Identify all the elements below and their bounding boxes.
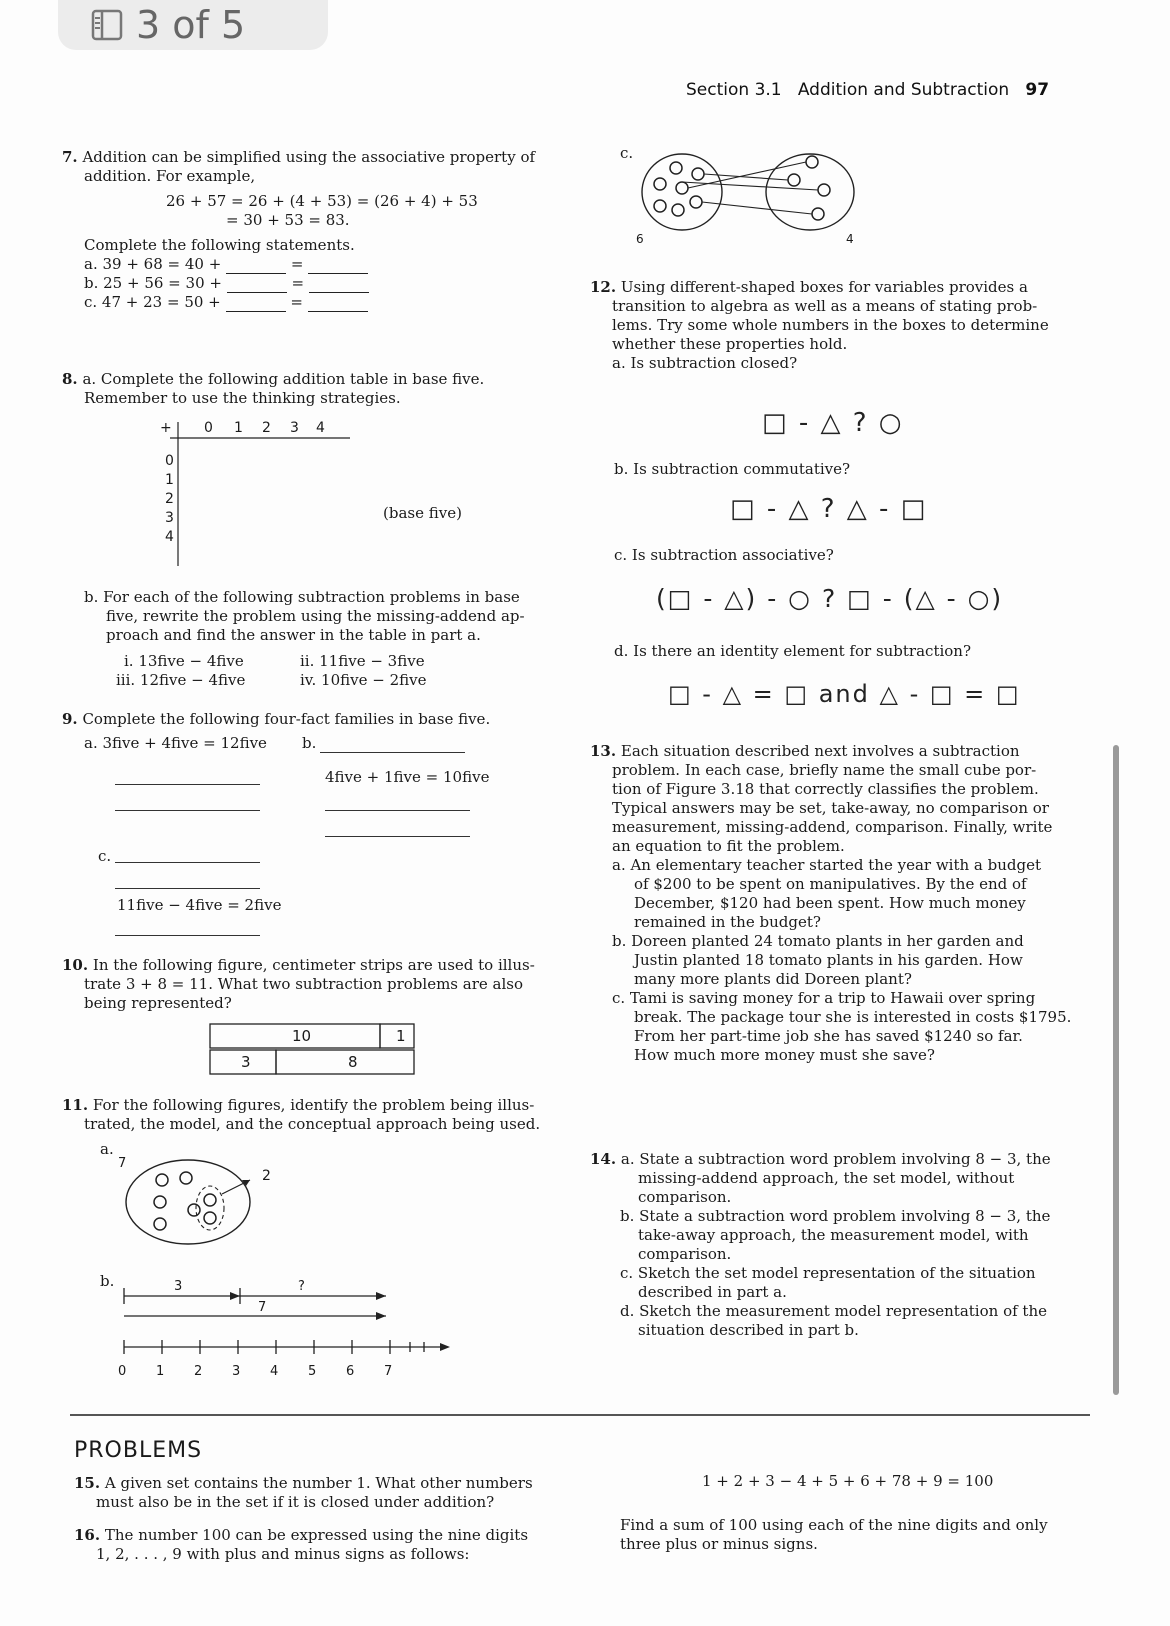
- q11c-label-4: 4: [846, 232, 854, 246]
- q11b-measurement-model: [110, 1272, 460, 1372]
- example-equation: 26 + 57 = 26 + (4 + 53) = (26 + 4) + 53: [166, 192, 478, 210]
- question-10: 10. In the following figure, centimeter strips are used to illus- trate 3 + 8 = 11. What two subtraction problems are also being represented?: [62, 956, 535, 1012]
- table-header-cell: 0: [204, 420, 213, 436]
- q11a-label-7: 7: [118, 1156, 127, 1171]
- tick-label: 4: [270, 1364, 279, 1379]
- running-header: [686, 80, 1049, 100]
- q8-item-iii: iii. 12five − 4five: [116, 671, 246, 689]
- q11a-label-2: 2: [262, 1168, 271, 1184]
- q13-part-a: a. An elementary teacher started the year with a budget: [612, 856, 1042, 874]
- table-header-cell: 3: [290, 420, 299, 436]
- page-icon: [90, 8, 124, 42]
- q11-part-a-label: a.: [100, 1140, 114, 1158]
- tick-label: 5: [308, 1364, 317, 1379]
- tick-label: 0: [118, 1364, 127, 1379]
- question-11: 11. For the following figures, identify the problem being illus- trated, the model, and the conceptual approach being used.: [62, 1096, 541, 1133]
- q14-part-d: d. Sketch the measurement model representation of the: [620, 1302, 1047, 1320]
- example-equation: = 30 + 53 = 83.: [226, 211, 350, 229]
- q11b-label-question: ?: [298, 1279, 305, 1294]
- strip-label-8: 8: [348, 1053, 358, 1071]
- q8-item-i: i. 13five − 4five: [124, 652, 244, 670]
- tick-label: 7: [384, 1364, 393, 1379]
- q13-part-c: c. Tami is saving money for a trip to Hawaii over spring: [612, 989, 1036, 1007]
- problem-16-equation: 1 + 2 + 3 − 4 + 5 + 6 + 78 + 9 = 100: [702, 1472, 994, 1490]
- instruction: Complete the following statements.: [84, 236, 355, 254]
- q12d-expression: □ - △ = □ and △ - □ = □: [668, 680, 1021, 708]
- q12b-expression: □ - △ ? △ - □: [730, 494, 928, 524]
- q11-part-b-label: b.: [100, 1272, 115, 1290]
- part-a-text: a. Complete the following addition table in base five.: [82, 370, 485, 388]
- q13-part-b: b. Doreen planted 24 tomato plants in her garden and: [612, 932, 1024, 950]
- q14-part-c: c. Sketch the set model representation of the situation: [620, 1264, 1036, 1282]
- table-row-labels: [165, 452, 174, 547]
- table-header-cell: +: [160, 420, 172, 436]
- centimeter-strips: [208, 1022, 418, 1078]
- problems-heading: PROBLEMS: [74, 1438, 203, 1463]
- table-header-cell: 1: [234, 420, 243, 436]
- q12a-expression: □ - △ ? ○: [762, 408, 904, 438]
- table-row-label: 1: [165, 472, 174, 488]
- q9-part-c: c.: [98, 847, 112, 865]
- tick-label: 3: [232, 1364, 241, 1379]
- strip-label-10: 10: [292, 1027, 312, 1045]
- q9-part-b-eq: 4five + 1five = 10five: [325, 768, 490, 786]
- table-row-label: 2: [165, 491, 174, 507]
- question-7: [62, 148, 562, 312]
- q14-part-b: b. State a subtraction word problem involving 8 − 3, the: [620, 1207, 1051, 1225]
- question-text: Addition can be simplified using the associative property of: [82, 148, 536, 166]
- q11c-set-model: [630, 142, 870, 242]
- vertical-scrollbar[interactable]: [1113, 745, 1119, 1395]
- section-number: Section 3.1: [686, 80, 782, 100]
- tick-label: 6: [346, 1364, 355, 1379]
- part-a-text: Remember to use the thinking strategies.: [84, 389, 401, 407]
- question-8b: b. For each of the following subtraction problems in base five, rewrite the problem using the missing-addend ap- proach and find the answer in the table in part a.: [84, 588, 525, 644]
- strip-label-1: 1: [396, 1027, 406, 1045]
- q12c-expression: (□ - △) - ○ ? □ - (△ - ○): [656, 584, 1004, 613]
- q9-part-a: a. 3five + 4five = 12five: [84, 734, 267, 752]
- question-14: 14. a. State a subtraction word problem involving 8 − 3, the missing-addend approach, the set model, without comparison. b. State a subtraction word problem involving 8 − 3, the take-away approach, the measurement model, with comparison. c. Sketch the set model representation of the situation described in part a. d. Sketch the measurement model representation of the situation described in part b.: [590, 1150, 1080, 1340]
- part-a: a. 39 + 68 = 40 + =: [62, 255, 562, 274]
- table-row-label: 0: [165, 453, 174, 469]
- q11b-label-7: 7: [258, 1300, 267, 1315]
- page-indicator-badge[interactable]: [58, 0, 328, 50]
- part-b: b. 25 + 56 = 30 + =: [62, 274, 562, 293]
- problem-15: 15. A given set contains the number 1. What other numbers must also be in the set if it is closed under addition?: [74, 1474, 533, 1511]
- q12-part-d: d. Is there an identity element for subtraction?: [614, 642, 972, 660]
- q8-item-iv: iv. 10five − 2five: [300, 671, 427, 689]
- q11-part-c-label: c.: [620, 144, 634, 162]
- problem-16: 16. The number 100 can be expressed using the nine digits 1, 2, . . . , 9 with plus and minus signs as follows:: [74, 1526, 529, 1563]
- table-header-cell: 4: [316, 420, 325, 436]
- page-number: 97: [1025, 80, 1050, 100]
- section-title: Addition and Subtraction: [797, 80, 1010, 100]
- part-c: c. 47 + 23 = 50 + =: [62, 293, 562, 312]
- question-9: 9. Complete the following four-fact families in base five.: [62, 710, 491, 728]
- base-five-label: (base five): [383, 504, 462, 522]
- addition-table: [150, 418, 470, 568]
- q8-item-ii: ii. 11five − 3five: [300, 652, 425, 670]
- question-12: 12. Using different-shaped boxes for variables provides a transition to algebra as well as a means of stating prob- lems. Try some whole numbers in the boxes to determine whether these properties hold. a. Is subtraction closed?: [590, 278, 1049, 372]
- problem-16-continued: Find a sum of 100 using each of the nine digits and only three plus or minus signs.: [620, 1516, 1048, 1553]
- table-header-cell: 2: [262, 420, 271, 436]
- tick-label: 1: [156, 1364, 165, 1379]
- q11a-set-model: [110, 1150, 280, 1250]
- tick-label: 2: [194, 1364, 203, 1379]
- strip-label-3: 3: [241, 1053, 251, 1071]
- q9-part-c-eq: 11five − 4five = 2five: [117, 896, 282, 914]
- q12-part-b: b. Is subtraction commutative?: [614, 460, 851, 478]
- question-13: 13. Each situation described next involves a subtraction problem. In each case, briefly name the small cube por- tion of Figure 3.18 that correctly classifies the problem. Typical answers may be set, take-away, no comparison or measurement, missing-addend, comparison. Finally, write an equation to fit the problem. a. An elementary teacher started the year with a budget of $200 to be spent on manipulatives. By the end of December, $120 had been spent. How much money remained in the budget? b. Doreen planted 24 tomato plants in her garden and Justin planted 18 tomato plants in his garden. How many more plants did Doreen plant? c. Tami is saving money for a trip to Hawaii over spring break. The package tour she is interested in costs $1795. From her part-time job she has saved $1240 so far. How much more money must she save?: [590, 742, 1080, 1065]
- question-8: 8. a. Complete the following addition table in base five. Remember to use the thinking strategies.: [62, 370, 562, 408]
- table-row-label: 4: [165, 529, 174, 545]
- q11c-label-6: 6: [636, 232, 644, 246]
- table-row-label: 3: [165, 510, 174, 526]
- page-indicator-text: 3 of 5: [136, 3, 246, 47]
- question-text: addition. For example,: [84, 167, 256, 185]
- q12-part-c: c. Is subtraction associative?: [614, 546, 834, 564]
- q9-part-b: b.: [302, 734, 317, 752]
- section-divider: [70, 1414, 1090, 1416]
- question-number: 7.: [62, 148, 78, 166]
- q11b-label-3: 3: [174, 1279, 183, 1294]
